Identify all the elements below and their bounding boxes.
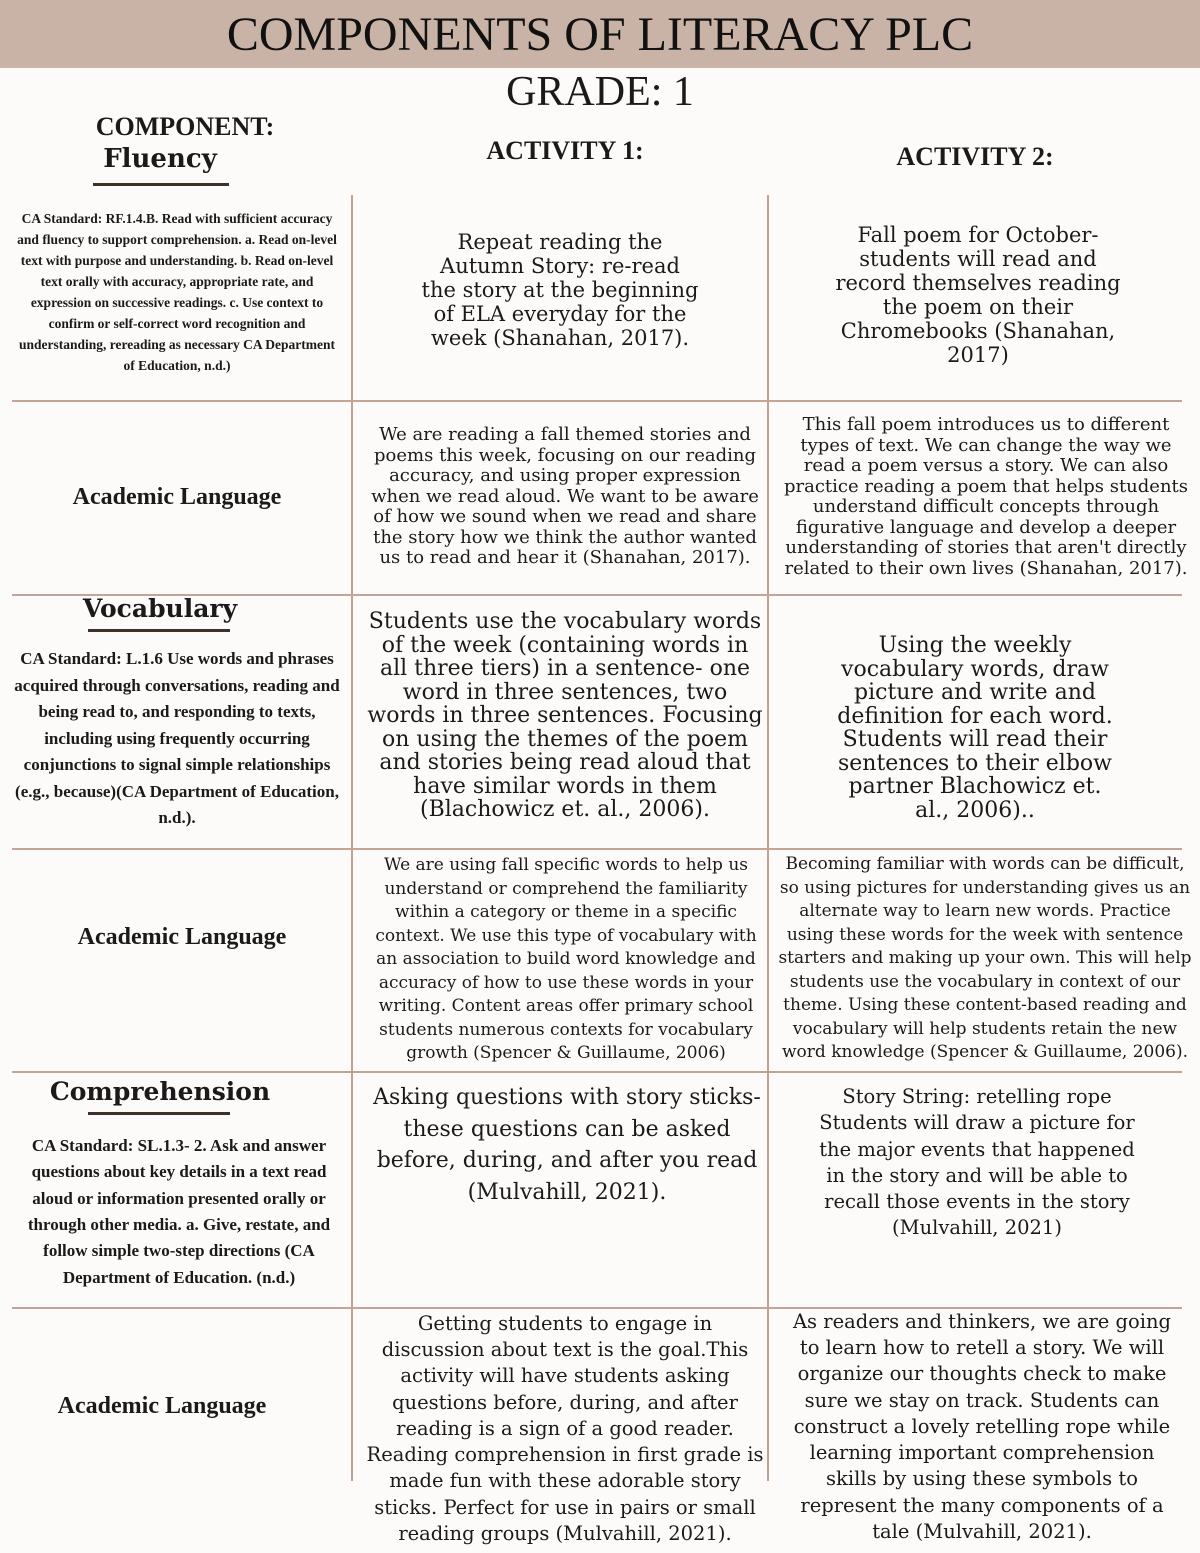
- comprehension-heading: Comprehension: [49, 1077, 271, 1106]
- title-banner: [0, 0, 1200, 68]
- fluency-academic-activity1: We are reading a fall themed stories and poems this week, focusing on our reading accuracy, and using proper expression when we read aloud. We want to be aware of how we sound when we read and share the story how we think the author wanted us to read and hear it (Shanahan, 2017).: [371, 424, 759, 569]
- fluency-activity1: Repeat reading the Autumn Story: re-read the story at the beginning of ELA everyday for the week (Shanahan, 2017).: [421, 230, 699, 350]
- vocabulary-academic-activity1: We are using fall specific words to help us understand or comprehend the familiarity within a category or theme in a specific context. We use this type of vocabulary with an association to build word knowledge and accuracy of how to use these words in your writing. Content areas offer primary school students numerous contexts for vocabulary growth (Spencer & Guillaume, 2006): [375, 855, 757, 1064]
- vocabulary-activity1: Students use the vocabulary words of the week (containing words in all three tiers) in a sentence- one word in three sentences, two words in three sentences. Focusing on using the themes of the poem and stories being read aloud that have similar words in them (Blachowicz et. al., 2006).: [367, 609, 763, 823]
- fluency-academic-label: Academic Language: [72, 483, 282, 510]
- vocabulary-heading: Vocabulary: [82, 594, 238, 623]
- fluency-heading: Fluency: [103, 144, 217, 174]
- fluency-academic-activity2: This fall poem introduces us to different types of text. We can change the way we read a poem versus a story. We can also practice reading a poem that helps students understand difficult concepts through figurative language and develop a deeper understanding of stories that aren't directly related to their own lives (Shanahan, 2017).: [783, 414, 1189, 579]
- comprehension-academic-activity1: Getting students to engage in discussion about text is the goal.This activity will have students asking questions before, during, and after reading is a sign of a good reader. Reading comprehension in first grade is made fun with these adorable story sticks. Perfect for use in pairs or small reading groups (Mulvahill, 2021).: [366, 1311, 764, 1546]
- comprehension-academic-activity2: As readers and thinkers, we are going to learn how to retell a story. We will organize our thoughts check to make sure we stay on track. Students can construct a lovely retelling rope while learning important comprehension skills by using these symbols to represent the many components of a tale (Mulvahill, 2021).: [792, 1309, 1172, 1544]
- comprehension-standard: CA Standard: SL.1.3- 2. Ask and answer questions about key details in a text read aloud or information presented orally or through other media. a. Give, restate, and follow simple two-step directions (CA Department of Education. (n.d.): [27, 1136, 331, 1287]
- comprehension-academic-label: Academic Language: [57, 1392, 267, 1419]
- vocabulary-standard: CA Standard: L.1.6 Use words and phrases acquired through conversations, reading and being read to, and responding to texts, including using frequently occurring conjunctions to signal simple relationships (e.g., because)(CA Department of Education, n.d.).: [14, 649, 340, 828]
- vocabulary-activity2: Using the weekly vocabulary words, draw picture and write and definition for each word. Students will read their sentences to their elbow partner Blachowicz et. al., 2006)..: [837, 633, 1113, 823]
- fluency-standard: CA Standard: RF.1.4.B. Read with sufficient accuracy and fluency to support comprehension. a. Read on-level text with purpose and understanding. b. Read on-level text orally with accuracy, appropriate rate, and expression on successive readings. c. Use context to confirm or self-correct word recognition and understanding, rereading as necessary CA Department of Education, n.d.): [17, 211, 337, 373]
- vocabulary-academic-activity2: Becoming familiar with words can be difficult, so using pictures for understanding gives us an alternate way to learn new words. Practice using these words for the week with sentence starters and making up your own. This will help students use the vocabulary in context of our theme. Using these content-based reading and vocabulary will help students retain the new word knowledge (Spencer & Guillaume, 2006).: [778, 854, 1192, 1063]
- row-divider-4: [12, 1071, 1182, 1073]
- column-divider-1: [351, 195, 353, 1481]
- activity2-header: ACTIVITY 2:: [896, 142, 1054, 171]
- vocabulary-academic-label: Academic Language: [77, 923, 287, 950]
- component-label: COMPONENT:: [95, 112, 275, 141]
- column-divider-2: [767, 195, 769, 1481]
- vocabulary-underline: [88, 629, 230, 632]
- page-title: COMPONENTS OF LITERACY PLC: [226, 7, 974, 61]
- activity1-header: ACTIVITY 1:: [486, 136, 644, 165]
- fluency-underline: [93, 183, 229, 186]
- fluency-activity2: Fall poem for October- students will read and record themselves reading the poem on their Chromebooks (Shanahan, 2017): [835, 223, 1121, 367]
- comprehension-activity1: Asking questions with story sticks- these questions can be asked before, during, and after you read (Mulvahill, 2021).: [373, 1085, 761, 1205]
- comprehension-underline: [88, 1112, 230, 1115]
- comprehension-activity2: Story String: retelling rope Students will draw a picture for the major events that happened in the story and will be able to recall those events in the story (Mulvahill, 2021): [819, 1085, 1135, 1240]
- grade-label: GRADE: 1: [506, 69, 694, 115]
